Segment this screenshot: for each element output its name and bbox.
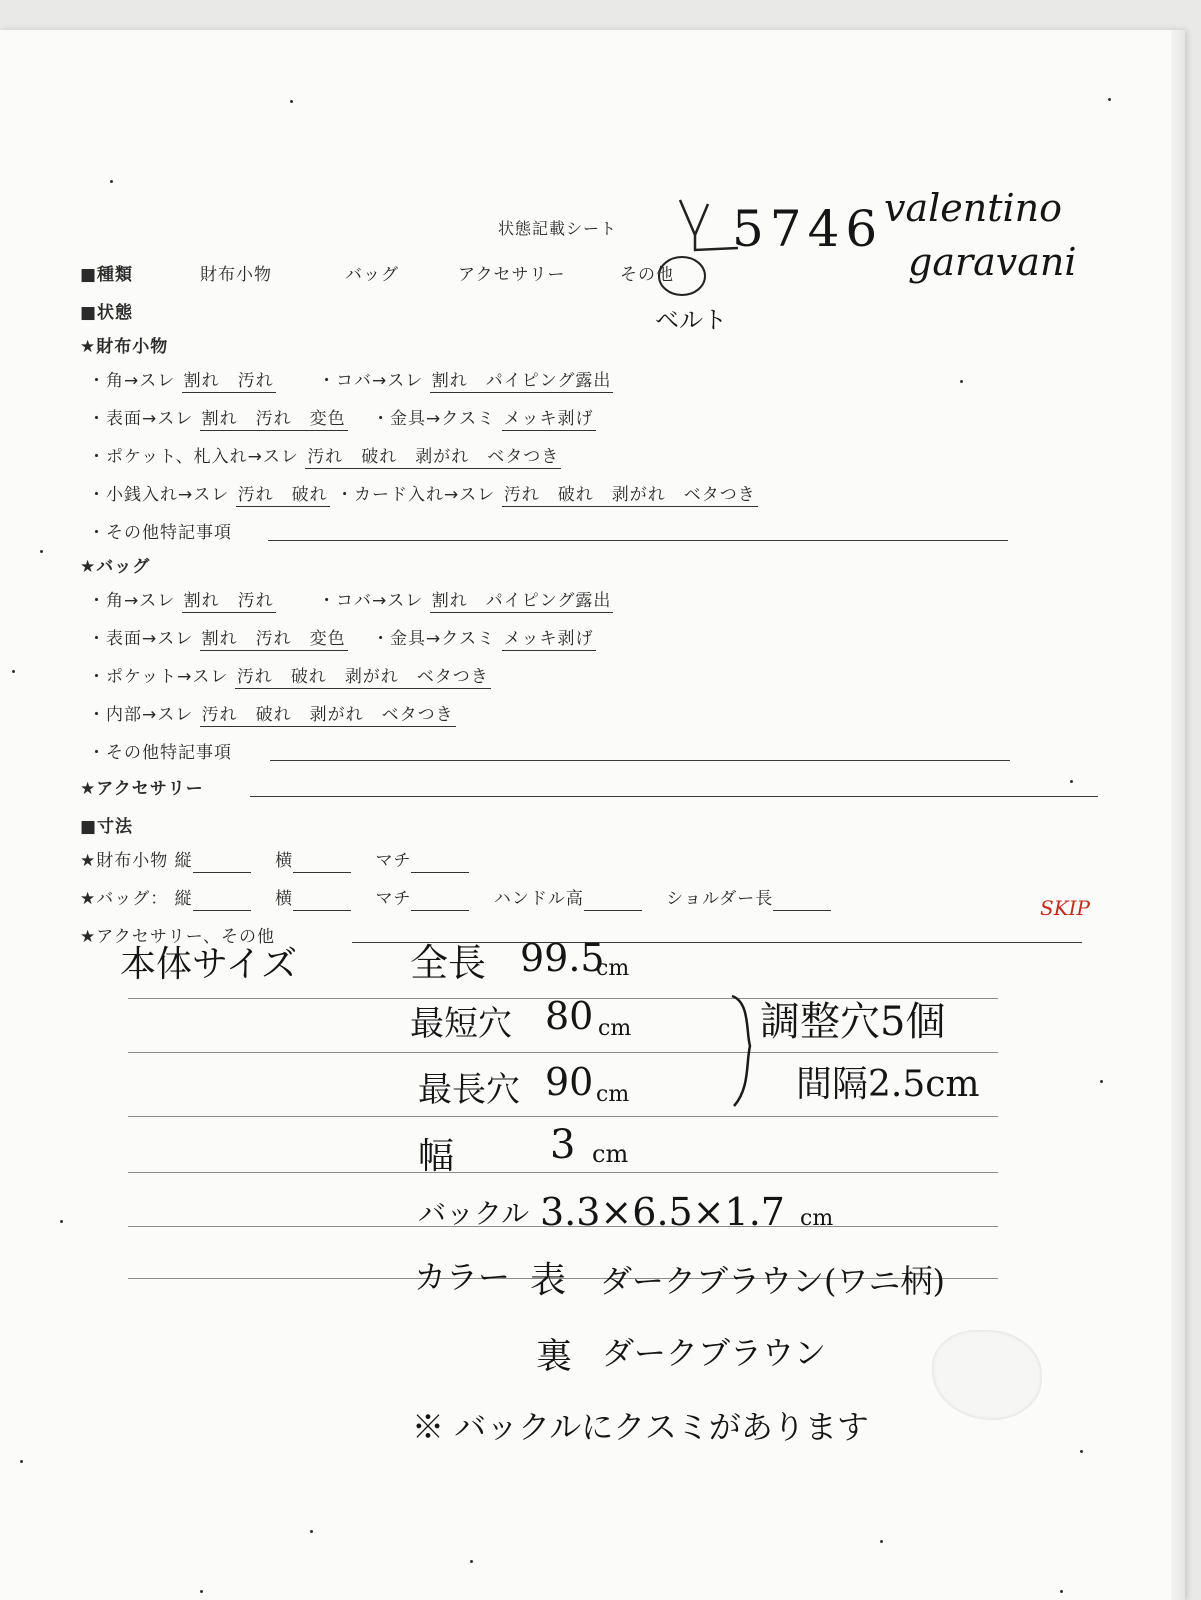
body-size-title: 本体サイズ bbox=[120, 944, 298, 985]
choice: 破れ bbox=[255, 705, 292, 725]
size-bag-row bbox=[80, 884, 831, 909]
wallet-row-3 bbox=[88, 442, 561, 467]
size-field: ショルダー長 bbox=[666, 889, 774, 909]
longest-value: 90 bbox=[545, 1060, 594, 1104]
speck bbox=[12, 670, 15, 673]
speck bbox=[310, 1530, 313, 1533]
shortest-value: 80 bbox=[545, 994, 594, 1038]
wallet-row-1 bbox=[88, 366, 613, 391]
choice: 汚れ bbox=[255, 629, 292, 649]
choice: 汚れ bbox=[255, 409, 292, 429]
choice: ベタつき bbox=[683, 485, 756, 505]
choice: 剥がれ bbox=[415, 447, 470, 467]
choice: パイピング露出 bbox=[485, 591, 612, 611]
choice: 剥がれ bbox=[309, 705, 364, 725]
wallet-row-4 bbox=[88, 480, 758, 505]
category-label: ■種類 bbox=[80, 265, 134, 285]
wallet-row2-item: ・表面→スレ bbox=[88, 409, 194, 429]
size-field: 横 bbox=[275, 851, 294, 871]
category-note: ベルト bbox=[655, 306, 727, 334]
bag-row1-item2: ・コバ→スレ bbox=[318, 591, 424, 611]
condition-sheet bbox=[0, 30, 1185, 1600]
size-field: 横 bbox=[275, 889, 294, 909]
choice: 汚れ bbox=[236, 667, 273, 687]
size-field: ハンドル高 bbox=[493, 889, 584, 909]
buckle-label: バックル bbox=[418, 1197, 530, 1230]
wallet-other-line bbox=[268, 540, 1008, 541]
speck bbox=[1080, 1450, 1083, 1453]
choice: 剥がれ bbox=[344, 667, 399, 687]
correction-fluid-mark bbox=[932, 1330, 1042, 1420]
choice: 汚れ bbox=[237, 371, 274, 391]
category-option-wallet: 財布小物 bbox=[200, 265, 272, 285]
rule bbox=[128, 1172, 998, 1173]
brace-mark bbox=[724, 992, 764, 1112]
category-option-accessory: アクセサリー bbox=[458, 265, 566, 285]
speck bbox=[20, 1460, 23, 1463]
choice: 破れ bbox=[291, 485, 328, 505]
bag-row2-item: ・表面→スレ bbox=[88, 629, 194, 649]
size-field: マチ bbox=[375, 889, 412, 909]
buckle-unit: cm bbox=[800, 1206, 834, 1231]
choice: 変色 bbox=[309, 409, 346, 429]
bag-heading: ★バッグ bbox=[80, 557, 151, 577]
choice: ベタつき bbox=[381, 705, 454, 725]
choice: ベタつき bbox=[416, 667, 489, 687]
choice: 割れ bbox=[201, 629, 238, 649]
choice: パイピング露出 bbox=[485, 371, 612, 391]
color-front-label: 表 bbox=[530, 1260, 567, 1301]
category-option-other: その他 bbox=[620, 265, 674, 285]
speck bbox=[1060, 1590, 1063, 1593]
wallet-row3-item: ・ポケット、札入れ→スレ bbox=[88, 447, 299, 467]
longest-label: 最長穴 bbox=[418, 1070, 520, 1110]
color-back-label: 裏 bbox=[536, 1336, 573, 1377]
choice: 汚れ bbox=[237, 591, 274, 611]
width-value: 3 bbox=[550, 1122, 576, 1168]
bag-row4-item: ・内部→スレ bbox=[88, 705, 194, 725]
size-other-row: ★アクセサリー、その他 bbox=[80, 927, 276, 947]
size-label: ■寸法 bbox=[80, 817, 134, 837]
speck bbox=[1100, 1080, 1103, 1083]
bag-other-line bbox=[270, 760, 1010, 761]
wallet-row4-item: ・小銭入れ→スレ bbox=[88, 485, 230, 505]
speck bbox=[1070, 780, 1073, 783]
shortest-label: 最短穴 bbox=[410, 1004, 512, 1044]
size-field: 縦 bbox=[174, 889, 193, 909]
category-option-bag: バッグ bbox=[345, 265, 399, 285]
brand-line1: valentino bbox=[884, 186, 1063, 230]
size-bag-label: ★バッグ： bbox=[80, 889, 169, 909]
skip-stamp: SKIP bbox=[1040, 896, 1090, 920]
choice: 割れ bbox=[183, 591, 220, 611]
buckle-value: 3.3×6.5×1.7 bbox=[540, 1190, 785, 1234]
color-label: カラー bbox=[414, 1258, 511, 1296]
bag-row-3 bbox=[88, 662, 491, 687]
bag-row-1 bbox=[88, 586, 613, 611]
wallet-row2-item2: ・金具→クスミ bbox=[372, 409, 496, 429]
wallet-row1-item: ・角→スレ bbox=[88, 371, 176, 391]
bag-row-4 bbox=[88, 700, 456, 725]
bag-row2-item2: ・金具→クスミ bbox=[372, 629, 496, 649]
bag-row1-item: ・角→スレ bbox=[88, 591, 176, 611]
choice: 剥がれ bbox=[611, 485, 666, 505]
width-label: 幅 bbox=[418, 1136, 455, 1177]
choice: 変色 bbox=[309, 629, 346, 649]
size-field: マチ bbox=[375, 851, 412, 871]
accessory-line bbox=[250, 796, 1098, 797]
speck bbox=[880, 1540, 883, 1543]
choice: 破れ bbox=[557, 485, 594, 505]
shortest-unit: cm bbox=[598, 1016, 632, 1041]
choice: 割れ bbox=[431, 371, 468, 391]
longest-unit: cm bbox=[596, 1082, 630, 1107]
size-field: 縦 bbox=[174, 851, 193, 871]
speck bbox=[290, 100, 293, 103]
choice: 割れ bbox=[431, 591, 468, 611]
choice: 汚れ bbox=[201, 705, 238, 725]
size-wallet-label: ★財布小物 bbox=[80, 851, 169, 871]
stock-number: 5746 bbox=[732, 200, 884, 258]
bag-row-2 bbox=[88, 624, 596, 649]
rule bbox=[128, 1116, 998, 1117]
condition-label: ■状態 bbox=[80, 303, 134, 323]
choice: 割れ bbox=[183, 371, 220, 391]
choice: ベタつき bbox=[487, 447, 560, 467]
choice: 破れ bbox=[290, 667, 327, 687]
speck bbox=[40, 550, 43, 553]
total-length-label: 全長 bbox=[410, 941, 487, 985]
accessory-label: ★アクセサリー bbox=[80, 779, 204, 799]
speck bbox=[110, 180, 113, 183]
choice: 割れ bbox=[201, 409, 238, 429]
speck bbox=[200, 1590, 203, 1593]
color-front-value: ダークブラウン(ワニ柄) bbox=[600, 1262, 945, 1300]
wallet-other: ・その他特記事項 bbox=[88, 523, 232, 543]
holes-note: 調整穴5個 bbox=[760, 999, 946, 1045]
speck bbox=[960, 380, 963, 383]
bag-other: ・その他特記事項 bbox=[88, 743, 232, 763]
choice: 破れ bbox=[361, 447, 398, 467]
size-wallet-row bbox=[80, 846, 469, 871]
speck bbox=[1108, 98, 1111, 101]
rule bbox=[128, 1052, 998, 1053]
color-back-value: ダークブラウン bbox=[602, 1334, 827, 1372]
wallet-row1-item2: ・コバ→スレ bbox=[318, 371, 424, 391]
choice: 汚れ bbox=[237, 485, 274, 505]
choice: メッキ剥げ bbox=[503, 629, 594, 649]
wallet-row4-item2: ・カード入れ→スレ bbox=[336, 485, 496, 505]
remark: ※ バックルにクスミがあります bbox=[412, 1408, 869, 1446]
choice: メッキ剥げ bbox=[503, 409, 594, 429]
sheet-title: 状態記載シート bbox=[498, 219, 618, 238]
bag-row3-item: ・ポケット→スレ bbox=[88, 667, 229, 687]
speck bbox=[60, 1220, 63, 1223]
choice: 汚れ bbox=[503, 485, 540, 505]
spacing-note: 間隔2.5cm bbox=[796, 1064, 980, 1105]
width-unit: cm bbox=[592, 1140, 629, 1168]
speck bbox=[470, 1560, 473, 1563]
total-length-value: 99.5 bbox=[520, 936, 605, 980]
brand-line2: garavani bbox=[908, 240, 1077, 284]
choice: 汚れ bbox=[307, 447, 344, 467]
total-length-unit: cm bbox=[596, 956, 630, 981]
wallet-heading: ★財布小物 bbox=[80, 337, 169, 357]
wallet-row-2 bbox=[88, 404, 596, 429]
